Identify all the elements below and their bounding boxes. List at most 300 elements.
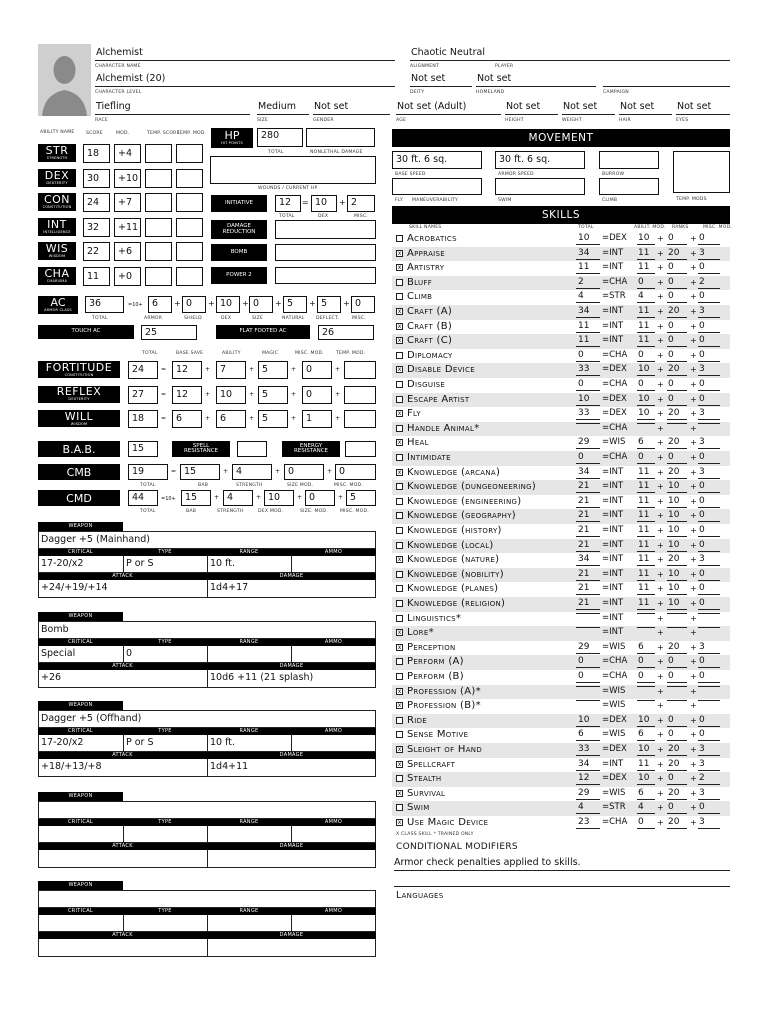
save-base-field[interactable]: 6 xyxy=(172,410,202,428)
skill-total[interactable]: 21 xyxy=(576,583,600,595)
skill-ability-mod[interactable]: 4 xyxy=(637,291,655,303)
skill-ranks[interactable]: 10 xyxy=(667,525,687,537)
skill-ability-mod[interactable]: 10 xyxy=(637,233,655,245)
weapon-range-field[interactable]: 10 ft. xyxy=(207,556,292,573)
skill-total[interactable]: 11 xyxy=(576,321,600,333)
ability-temp-score-str[interactable] xyxy=(145,144,172,163)
skill-ability-mod[interactable]: 0 xyxy=(637,379,655,391)
skill-total[interactable]: 29 xyxy=(576,642,600,654)
skill-ranks[interactable]: 20 xyxy=(667,467,687,479)
skill-misc-mod[interactable] xyxy=(698,613,720,614)
skill-total[interactable]: 21 xyxy=(576,569,600,581)
initiative-total-field[interactable]: 12 xyxy=(275,195,301,212)
skill-misc-mod[interactable]: 0 xyxy=(698,481,720,493)
skill-total[interactable]: 21 xyxy=(576,598,600,610)
skill-ranks[interactable]: 10 xyxy=(667,598,687,610)
skill-ability-mod[interactable] xyxy=(637,627,655,628)
energy-resistance-field[interactable] xyxy=(345,441,376,457)
skill-total[interactable]: 23 xyxy=(576,817,600,829)
skill-ranks[interactable]: 20 xyxy=(667,817,687,829)
class-skill-checkbox[interactable] xyxy=(396,396,403,403)
ability-mod-wis[interactable]: +6 xyxy=(114,242,141,261)
class-skill-checkbox[interactable] xyxy=(396,512,403,519)
skill-ability-mod[interactable]: 10 xyxy=(637,744,655,756)
skill-misc-mod[interactable]: 2 xyxy=(698,277,720,289)
skill-total[interactable]: 4 xyxy=(576,291,600,303)
ability-temp-score-dex[interactable] xyxy=(145,169,172,188)
armor-speed-field[interactable]: 30 ft. 6 sq. xyxy=(495,151,585,169)
skill-misc-mod[interactable]: 0 xyxy=(698,598,720,610)
skill-total[interactable]: 34 xyxy=(576,248,600,260)
skill-ranks[interactable]: 0 xyxy=(667,715,687,727)
weapon-critical-field[interactable] xyxy=(38,915,124,932)
weapon-name-field[interactable] xyxy=(38,801,376,819)
skill-misc-mod[interactable]: 3 xyxy=(698,554,720,566)
cmb-strength-field[interactable]: 4 xyxy=(232,464,272,480)
eyes-field[interactable]: Not set xyxy=(676,101,730,115)
hair-field[interactable]: Not set xyxy=(619,101,672,115)
weapon-type-field[interactable] xyxy=(123,826,208,843)
skill-ability-mod[interactable]: 0 xyxy=(637,671,655,683)
skill-ability-mod[interactable]: 11 xyxy=(637,306,655,318)
skill-total[interactable]: 34 xyxy=(576,759,600,771)
skill-misc-mod[interactable]: 0 xyxy=(698,569,720,581)
weapon-ammo-field[interactable] xyxy=(291,556,376,573)
weapon-critical-field[interactable]: Special xyxy=(38,646,124,663)
skill-ability-mod[interactable] xyxy=(637,700,655,701)
skill-ranks[interactable]: 20 xyxy=(667,642,687,654)
weapon-name-field[interactable]: Bomb xyxy=(38,621,376,639)
skill-misc-mod[interactable]: 0 xyxy=(698,656,720,668)
skill-misc-mod[interactable]: 3 xyxy=(698,306,720,318)
save-base-field[interactable]: 12 xyxy=(172,386,202,404)
skill-total[interactable]: 33 xyxy=(576,744,600,756)
ability-temp-mod-wis[interactable] xyxy=(176,242,203,261)
skill-total[interactable]: 12 xyxy=(576,773,600,785)
skill-total[interactable]: 33 xyxy=(576,364,600,376)
skill-misc-mod[interactable]: 3 xyxy=(698,408,720,420)
skill-misc-mod[interactable]: 3 xyxy=(698,467,720,479)
class-skill-checkbox[interactable] xyxy=(396,615,403,622)
skill-ability-mod[interactable]: 11 xyxy=(637,335,655,347)
skill-total[interactable]: 34 xyxy=(576,306,600,318)
skill-misc-mod[interactable]: 3 xyxy=(698,817,720,829)
skill-ability-mod[interactable]: 11 xyxy=(637,510,655,522)
skill-ranks[interactable]: 0 xyxy=(667,773,687,785)
class-skill-checkbox[interactable] xyxy=(396,600,403,607)
skill-ability-mod[interactable] xyxy=(637,423,655,424)
save-total-field[interactable]: 27 xyxy=(128,386,158,404)
skill-misc-mod[interactable]: 2 xyxy=(698,773,720,785)
cmd-bab-field[interactable]: 15 xyxy=(181,490,211,506)
bab-field[interactable]: 15 xyxy=(128,441,158,457)
class-skill-checkbox[interactable] xyxy=(396,425,403,432)
base-speed-field[interactable]: 30 ft. 6 sq. xyxy=(392,151,482,169)
cmb-misc-field[interactable]: 0 xyxy=(335,464,376,480)
ac-misc-field[interactable]: 0 xyxy=(351,296,375,313)
skill-ability-mod[interactable]: 10 xyxy=(637,715,655,727)
skill-total[interactable]: 11 xyxy=(576,335,600,347)
cmd-total-field[interactable]: 44 xyxy=(128,490,158,506)
class-skill-checkbox[interactable]: x xyxy=(397,643,402,651)
class-skill-checkbox[interactable] xyxy=(396,235,403,242)
save-temp-field[interactable] xyxy=(344,386,376,404)
skill-ability-mod[interactable]: 11 xyxy=(637,598,655,610)
skill-misc-mod[interactable]: 0 xyxy=(698,540,720,552)
weapon-range-field[interactable] xyxy=(207,915,292,932)
save-temp-field[interactable] xyxy=(344,361,376,379)
weapon-damage-field[interactable]: 10d6 +11 (21 splash) xyxy=(207,670,376,688)
skill-ranks[interactable]: 0 xyxy=(667,452,687,464)
ability-temp-score-wis[interactable] xyxy=(145,242,172,261)
skill-ranks[interactable]: 10 xyxy=(667,569,687,581)
character-name-field[interactable]: Alchemist xyxy=(95,47,395,61)
class-skill-checkbox[interactable] xyxy=(396,498,403,505)
class-skill-checkbox[interactable]: x xyxy=(397,819,402,826)
ability-temp-mod-con[interactable] xyxy=(176,193,203,212)
skill-misc-mod[interactable]: 0 xyxy=(698,496,720,508)
class-skill-checkbox[interactable]: x xyxy=(397,264,402,272)
weapon-type-field[interactable]: P or S xyxy=(123,556,208,573)
save-ability-field[interactable]: 10 xyxy=(216,386,246,404)
wounds-current-hp-field[interactable] xyxy=(210,156,376,184)
weapon-ammo-field[interactable] xyxy=(291,735,376,752)
skill-total[interactable]: 29 xyxy=(576,437,600,449)
skill-ranks[interactable]: 20 xyxy=(667,744,687,756)
skill-misc-mod[interactable]: 0 xyxy=(698,321,720,333)
skill-ability-mod[interactable]: 10 xyxy=(637,364,655,376)
skill-misc-mod[interactable]: 3 xyxy=(698,248,720,260)
skill-misc-mod[interactable]: 0 xyxy=(698,525,720,537)
skill-ranks[interactable]: 0 xyxy=(667,335,687,347)
skill-ability-mod[interactable]: 6 xyxy=(637,729,655,741)
skill-total[interactable] xyxy=(576,700,600,701)
skill-total[interactable]: 33 xyxy=(576,408,600,420)
skill-total[interactable] xyxy=(576,627,600,628)
skill-ability-mod[interactable]: 0 xyxy=(637,656,655,668)
skill-ability-mod[interactable]: 11 xyxy=(637,525,655,537)
skill-ability-mod[interactable] xyxy=(637,686,655,687)
save-ability-field[interactable]: 7 xyxy=(216,361,246,379)
ability-score-int[interactable]: 32 xyxy=(83,218,110,237)
ac-deflect-field[interactable]: 5 xyxy=(317,296,341,313)
weapon-ammo-field[interactable] xyxy=(291,646,376,663)
skill-total[interactable]: 0 xyxy=(576,350,600,362)
ability-score-wis[interactable]: 22 xyxy=(83,242,110,261)
class-skill-checkbox[interactable]: x xyxy=(397,760,402,768)
skill-misc-mod[interactable]: 3 xyxy=(698,642,720,654)
save-misc-field[interactable]: 0 xyxy=(302,361,332,379)
skill-ability-mod[interactable]: 0 xyxy=(637,277,655,289)
ac-size-field[interactable]: 0 xyxy=(249,296,273,313)
class-skill-checkbox[interactable] xyxy=(396,804,403,811)
skill-misc-mod[interactable]: 3 xyxy=(698,437,720,449)
weapon-damage-field[interactable] xyxy=(207,939,376,957)
class-skill-checkbox[interactable] xyxy=(396,673,403,680)
weapon-range-field[interactable] xyxy=(207,826,292,843)
class-skill-checkbox[interactable]: x xyxy=(397,629,402,637)
skill-ranks[interactable]: 10 xyxy=(667,583,687,595)
skill-total[interactable]: 0 xyxy=(576,656,600,668)
class-skill-checkbox[interactable] xyxy=(396,542,403,549)
save-misc-field[interactable]: 1 xyxy=(302,410,332,428)
cmd-dex-field[interactable]: 10 xyxy=(264,490,294,506)
class-skill-checkbox[interactable] xyxy=(396,571,403,578)
burrow-field[interactable] xyxy=(599,151,659,169)
save-misc-field[interactable]: 0 xyxy=(302,386,332,404)
weapon-attack-field[interactable]: +26 xyxy=(38,670,208,688)
skill-total[interactable]: 0 xyxy=(576,671,600,683)
skill-ranks[interactable] xyxy=(667,686,687,687)
skill-misc-mod[interactable] xyxy=(698,627,720,628)
campaign-field[interactable] xyxy=(603,73,730,87)
skill-misc-mod[interactable]: 0 xyxy=(698,394,720,406)
weapon-name-field[interactable]: Dagger +5 (Offhand) xyxy=(38,710,376,728)
skill-total[interactable]: 0 xyxy=(576,379,600,391)
skill-ranks[interactable]: 0 xyxy=(667,277,687,289)
race-field[interactable]: Tiefling xyxy=(95,101,250,115)
save-ability-field[interactable]: 6 xyxy=(216,410,246,428)
skill-ranks[interactable]: 0 xyxy=(667,379,687,391)
skill-ranks[interactable]: 20 xyxy=(667,759,687,771)
ability-mod-cha[interactable]: +0 xyxy=(114,267,141,286)
skill-total[interactable]: 21 xyxy=(576,525,600,537)
skill-misc-mod[interactable]: 0 xyxy=(698,233,720,245)
skill-ability-mod[interactable]: 11 xyxy=(637,759,655,771)
class-skill-checkbox[interactable]: x xyxy=(397,789,402,797)
weapon-ammo-field[interactable] xyxy=(291,915,376,932)
skill-total[interactable]: 4 xyxy=(576,802,600,814)
skill-ranks[interactable] xyxy=(667,700,687,701)
skill-total[interactable]: 2 xyxy=(576,277,600,289)
weapon-type-field[interactable]: P or S xyxy=(123,735,208,752)
nonlethal-damage-field[interactable] xyxy=(306,128,375,147)
skill-total[interactable]: 21 xyxy=(576,481,600,493)
swim-field[interactable] xyxy=(495,178,585,195)
skill-ability-mod[interactable]: 11 xyxy=(637,262,655,274)
ability-mod-con[interactable]: +7 xyxy=(114,193,141,212)
weapon-attack-field[interactable]: +18/+13/+8 xyxy=(38,759,208,777)
ac-total-field[interactable]: 36 xyxy=(85,296,124,313)
skill-misc-mod[interactable] xyxy=(698,686,720,687)
weapon-name-field[interactable]: Dagger +5 (Mainhand) xyxy=(38,531,376,549)
skill-total[interactable]: 6 xyxy=(576,729,600,741)
skill-misc-mod[interactable] xyxy=(698,700,720,701)
class-skill-checkbox[interactable] xyxy=(396,658,403,665)
skill-total[interactable]: 34 xyxy=(576,467,600,479)
weapon-critical-field[interactable]: 17-20/x2 xyxy=(38,735,124,752)
skill-misc-mod[interactable]: 0 xyxy=(698,335,720,347)
skill-ability-mod[interactable] xyxy=(637,613,655,614)
initiative-dex-field[interactable]: 10 xyxy=(311,195,337,212)
skill-ability-mod[interactable]: 6 xyxy=(637,437,655,449)
save-temp-field[interactable] xyxy=(344,410,376,428)
class-skill-checkbox[interactable] xyxy=(396,454,403,461)
skill-total[interactable]: 10 xyxy=(576,715,600,727)
ac-dex-field[interactable]: 10 xyxy=(216,296,240,313)
cmb-total-field[interactable]: 19 xyxy=(128,464,168,480)
player-field[interactable] xyxy=(495,47,730,61)
skill-ability-mod[interactable]: 11 xyxy=(637,467,655,479)
save-total-field[interactable]: 24 xyxy=(128,361,158,379)
skill-misc-mod[interactable]: 0 xyxy=(698,452,720,464)
skill-misc-mod[interactable]: 0 xyxy=(698,262,720,274)
class-skill-checkbox[interactable] xyxy=(396,483,403,490)
hp-total-field[interactable]: 280 xyxy=(257,128,303,147)
skill-ranks[interactable]: 10 xyxy=(667,481,687,493)
save-total-field[interactable]: 18 xyxy=(128,410,158,428)
skill-ranks[interactable]: 20 xyxy=(667,248,687,260)
skill-ability-mod[interactable]: 11 xyxy=(637,540,655,552)
skill-ranks[interactable]: 0 xyxy=(667,321,687,333)
weapon-name-field[interactable] xyxy=(38,890,376,908)
class-skill-checkbox[interactable] xyxy=(396,293,403,300)
age-field[interactable]: Not set (Adult) xyxy=(396,101,501,115)
ability-temp-score-con[interactable] xyxy=(145,193,172,212)
class-skill-checkbox[interactable]: x xyxy=(397,410,402,418)
power2-field[interactable] xyxy=(275,267,376,284)
ability-score-con[interactable]: 24 xyxy=(83,193,110,212)
skill-total[interactable] xyxy=(576,423,600,424)
gender-field[interactable]: Not set xyxy=(313,101,390,115)
save-magic-field[interactable]: 5 xyxy=(258,361,288,379)
skill-misc-mod[interactable]: 0 xyxy=(698,671,720,683)
skill-total[interactable]: 10 xyxy=(576,233,600,245)
skill-ranks[interactable] xyxy=(667,423,687,424)
flat-footed-ac-field[interactable]: 26 xyxy=(318,325,374,340)
class-skill-checkbox[interactable] xyxy=(396,527,403,534)
skill-total[interactable]: 11 xyxy=(576,262,600,274)
ability-temp-mod-cha[interactable] xyxy=(176,267,203,286)
alignment-field[interactable]: Chaotic Neutral xyxy=(410,47,730,61)
skill-ability-mod[interactable]: 10 xyxy=(637,773,655,785)
homeland-field[interactable]: Not set xyxy=(476,73,596,87)
weapon-type-field[interactable]: 0 xyxy=(123,646,208,663)
skill-ability-mod[interactable]: 11 xyxy=(637,481,655,493)
ability-score-cha[interactable]: 11 xyxy=(83,267,110,286)
skill-ability-mod[interactable]: 11 xyxy=(637,248,655,260)
skill-total[interactable] xyxy=(576,613,600,614)
class-skill-checkbox[interactable]: x xyxy=(397,556,402,564)
spell-resistance-field[interactable] xyxy=(237,441,267,457)
skill-total[interactable]: 29 xyxy=(576,788,600,800)
class-skill-checkbox[interactable]: x xyxy=(397,249,402,257)
touch-ac-field[interactable]: 25 xyxy=(141,325,197,340)
ability-temp-mod-dex[interactable] xyxy=(176,169,203,188)
class-skill-checkbox[interactable] xyxy=(396,585,403,592)
skill-total[interactable] xyxy=(576,686,600,687)
skill-misc-mod[interactable]: 0 xyxy=(698,510,720,522)
weapon-attack-field[interactable] xyxy=(38,939,208,957)
save-magic-field[interactable]: 5 xyxy=(258,386,288,404)
class-skill-checkbox[interactable]: x xyxy=(397,366,402,374)
class-skill-checkbox[interactable] xyxy=(396,731,403,738)
skill-ability-mod[interactable]: 11 xyxy=(637,583,655,595)
skill-ability-mod[interactable]: 6 xyxy=(637,788,655,800)
skill-ranks[interactable]: 0 xyxy=(667,656,687,668)
class-skill-checkbox[interactable] xyxy=(396,352,403,359)
skill-misc-mod[interactable]: 0 xyxy=(698,583,720,595)
class-skill-checkbox[interactable] xyxy=(396,279,403,286)
weapon-attack-field[interactable] xyxy=(38,850,208,868)
skill-misc-mod[interactable]: 3 xyxy=(698,788,720,800)
initiative-misc-field[interactable]: 2 xyxy=(347,195,375,212)
skill-total[interactable]: 21 xyxy=(576,496,600,508)
class-skill-checkbox[interactable]: x xyxy=(397,468,402,476)
skill-ranks[interactable]: 0 xyxy=(667,262,687,274)
height-field[interactable]: Not set xyxy=(505,101,558,115)
ability-temp-mod-int[interactable] xyxy=(176,218,203,237)
fly-field[interactable] xyxy=(392,178,482,195)
deity-field[interactable]: Not set xyxy=(410,73,472,87)
skill-ranks[interactable]: 10 xyxy=(667,540,687,552)
skill-ability-mod[interactable]: 4 xyxy=(637,802,655,814)
skill-ranks[interactable]: 20 xyxy=(667,306,687,318)
ability-mod-dex[interactable]: +10 xyxy=(114,169,141,188)
weapon-damage-field[interactable]: 1d4+17 xyxy=(207,580,376,598)
skill-misc-mod[interactable]: 3 xyxy=(698,364,720,376)
skill-ability-mod[interactable]: 0 xyxy=(637,350,655,362)
skill-ranks[interactable]: 0 xyxy=(667,233,687,245)
skill-ranks[interactable] xyxy=(667,613,687,614)
save-magic-field[interactable]: 5 xyxy=(258,410,288,428)
skill-total[interactable]: 34 xyxy=(576,554,600,566)
skill-ability-mod[interactable]: 11 xyxy=(637,569,655,581)
class-skill-checkbox[interactable]: x xyxy=(397,702,402,710)
skill-ability-mod[interactable]: 0 xyxy=(637,817,655,829)
ability-score-dex[interactable]: 30 xyxy=(83,169,110,188)
character-level-field[interactable]: Alchemist (20) xyxy=(95,73,395,87)
weapon-attack-field[interactable]: +24/+19/+14 xyxy=(38,580,208,598)
ability-temp-score-cha[interactable] xyxy=(145,267,172,286)
skill-ability-mod[interactable]: 11 xyxy=(637,554,655,566)
class-skill-checkbox[interactable]: x xyxy=(397,746,402,753)
skill-misc-mod[interactable]: 0 xyxy=(698,715,720,727)
skill-total[interactable]: 10 xyxy=(576,394,600,406)
skill-misc-mod[interactable]: 0 xyxy=(698,802,720,814)
ability-temp-score-int[interactable] xyxy=(145,218,172,237)
cmb-bab-field[interactable]: 15 xyxy=(180,464,220,480)
skill-ability-mod[interactable]: 11 xyxy=(637,321,655,333)
class-skill-checkbox[interactable]: x xyxy=(397,308,402,315)
skill-ranks[interactable]: 20 xyxy=(667,554,687,566)
ability-mod-str[interactable]: +4 xyxy=(114,144,141,163)
weapon-range-field[interactable] xyxy=(207,646,292,663)
ability-temp-mod-str[interactable] xyxy=(176,144,203,163)
class-skill-checkbox[interactable]: x xyxy=(397,337,402,345)
skill-misc-mod[interactable]: 0 xyxy=(698,350,720,362)
weight-field[interactable]: Not set xyxy=(562,101,615,115)
skill-ranks[interactable]: 0 xyxy=(667,729,687,741)
skill-misc-mod[interactable]: 0 xyxy=(698,729,720,741)
weapon-damage-field[interactable] xyxy=(207,850,376,868)
weapon-ammo-field[interactable] xyxy=(291,826,376,843)
cmd-size-field[interactable]: 0 xyxy=(305,490,335,506)
skill-ranks[interactable]: 20 xyxy=(667,408,687,420)
weapon-range-field[interactable]: 10 ft. xyxy=(207,735,292,752)
ability-mod-int[interactable]: +11 xyxy=(114,218,141,237)
skill-misc-mod[interactable]: 3 xyxy=(698,744,720,756)
bomb-field[interactable] xyxy=(275,244,376,261)
class-skill-checkbox[interactable]: x xyxy=(397,322,402,330)
climb-field[interactable] xyxy=(599,178,659,195)
class-skill-checkbox[interactable]: x xyxy=(397,439,402,447)
damage-reduction-field[interactable] xyxy=(275,220,376,239)
class-skill-checkbox[interactable] xyxy=(396,717,403,724)
weapon-critical-field[interactable] xyxy=(38,826,124,843)
weapon-type-field[interactable] xyxy=(123,915,208,932)
skill-ranks[interactable]: 0 xyxy=(667,671,687,683)
